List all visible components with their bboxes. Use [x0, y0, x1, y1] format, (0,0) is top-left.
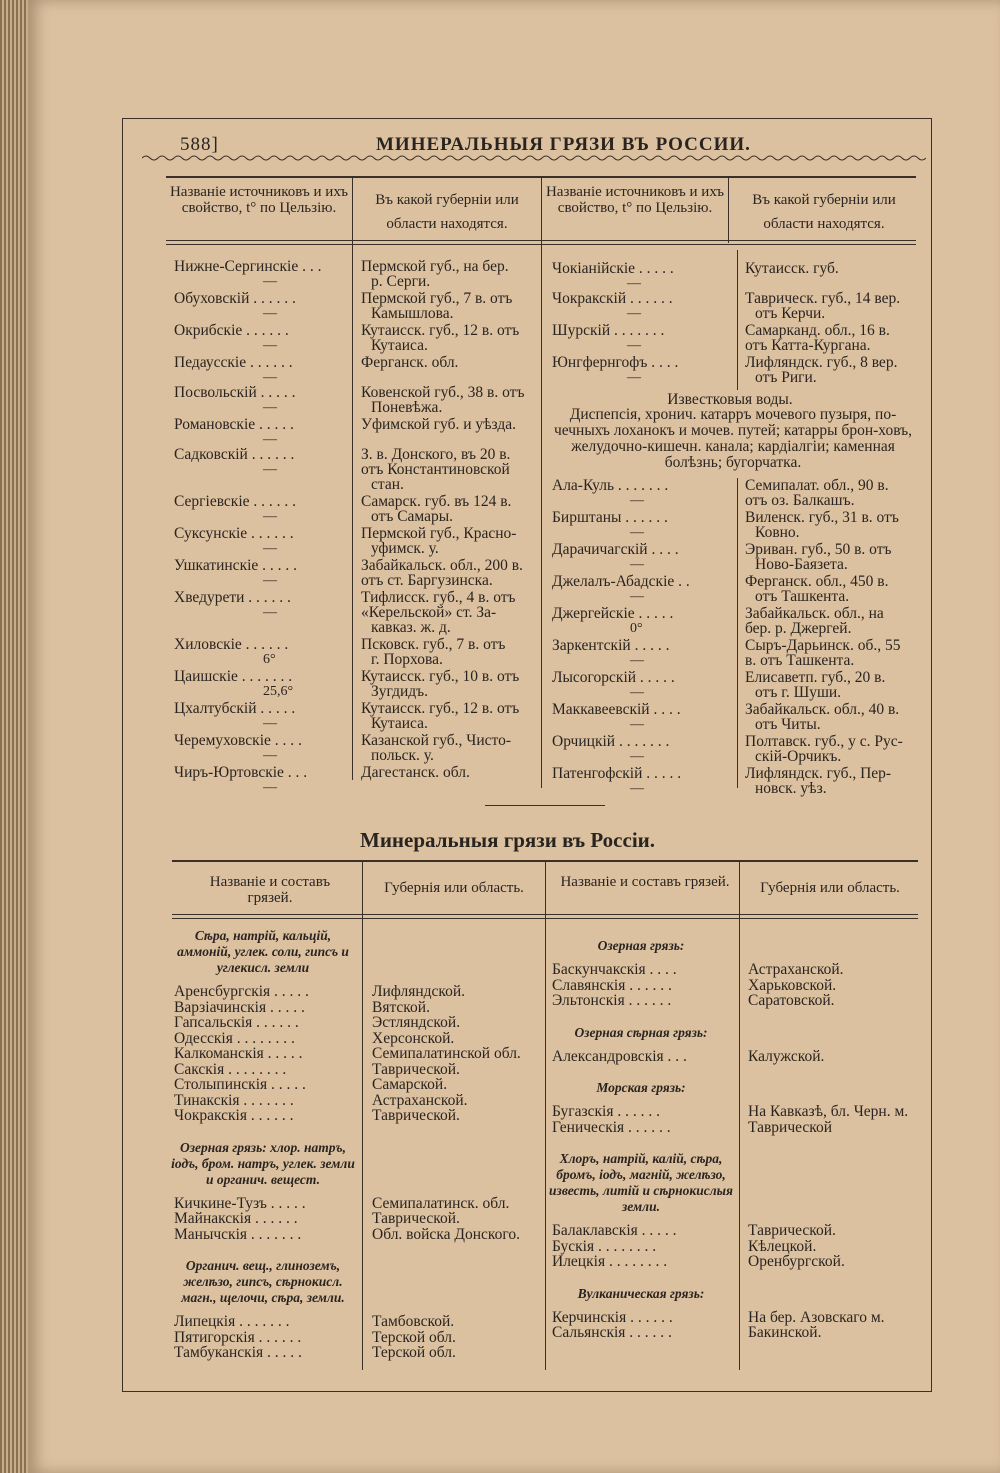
- mud-region: На бер. Азовскаго м.: [748, 1308, 885, 1326]
- mud-name: Аренсбургскія . . . . .: [174, 983, 309, 1000]
- source-temp: —: [263, 338, 277, 353]
- mud-region: Астраханской.: [372, 1091, 468, 1109]
- source-name: Чокракскій . . . . . .: [552, 290, 673, 307]
- source-location-line: Лифляндск. губ., 8 вер.: [745, 354, 898, 371]
- mud-name: Манычскія . . . . . . .: [174, 1225, 302, 1243]
- source-location-line: в. отъ Ташкента.: [745, 652, 855, 669]
- mud-name: Столыпинскія . . . . .: [174, 1076, 306, 1093]
- table1-vline-4: [737, 478, 738, 788]
- table1-col1-header: Названіе источниковъ и ихъ свойство, t° по Цельзію.: [169, 184, 349, 216]
- source-name: Юнгфернгофъ . . . .: [552, 354, 679, 371]
- mud-region: Бакинской.: [748, 1324, 822, 1341]
- mud-region: Таврической.: [372, 1210, 460, 1227]
- mud-name: Чокракскія . . . . . .: [174, 1107, 294, 1124]
- mud-region: Калужской.: [748, 1047, 825, 1065]
- source-location-line: Забайкальск. обл., 200 в.: [361, 557, 523, 574]
- section-divider: [485, 805, 605, 806]
- source-location-line: Лифляндск. губ., Пер-: [745, 765, 892, 782]
- source-name: Черемуховскіе . . . .: [174, 732, 302, 749]
- source-location-line: новск. уѣз.: [755, 780, 827, 797]
- source-location-line: отъ оз. Балкашъ.: [745, 492, 855, 509]
- source-location-line: отъ Константиновской: [361, 461, 510, 478]
- source-location-line: Забайкальск. обл., 40 в.: [745, 701, 900, 718]
- table1-vline-5: [737, 250, 738, 390]
- mud-region: Терской обл.: [372, 1328, 456, 1346]
- source-location-line: Казанской губ., Чисто-: [361, 732, 511, 749]
- source-location-line: Ново-Баязета.: [755, 556, 848, 573]
- mud-name: Керчинскія . . . . . .: [552, 1308, 673, 1326]
- source-location-line: Зугдидъ.: [371, 683, 429, 700]
- mud-name: Майнакскія . . . . . .: [174, 1210, 298, 1227]
- mud-region: Семипалатинской обл.: [372, 1045, 521, 1062]
- mud-name: Славянскія . . . . . .: [552, 976, 672, 994]
- source-temp: —: [263, 541, 277, 556]
- mud-name: Гапсальскія . . . . . .: [174, 1014, 299, 1031]
- source-temp: —: [263, 605, 277, 620]
- source-name: Посвольскій . . . . .: [174, 384, 296, 401]
- mud-name: Сальянскія . . . . . .: [552, 1324, 672, 1341]
- source-name: Суксунскіе . . . . . .: [174, 525, 294, 542]
- source-location-line: Ферганск. обл.: [361, 354, 459, 371]
- source-name: Нижне-Сергинскіе . . .: [174, 258, 322, 275]
- source-location-line: скій-Орчикъ.: [755, 748, 842, 765]
- mud-group-heading: Органич. вещ., глиноземъ, желѣзо, гипсъ, сѣрнокисл. магн., щелочи, сѣра, земли.: [181, 1258, 345, 1305]
- source-name: Цхалтубскій . . . . .: [174, 700, 296, 717]
- table2-col2-header: Губернія или область.: [384, 880, 524, 896]
- source-location-line: отъ Керчи.: [755, 305, 826, 322]
- source-location-line: г. Порхова.: [371, 651, 443, 668]
- mud-name: Балаклавскія . . . . .: [552, 1222, 677, 1239]
- mud-name: Сакскія . . . . . . . .: [174, 1060, 287, 1078]
- source-location-line: отъ Читы.: [755, 716, 821, 733]
- source-temp: —: [630, 493, 644, 508]
- source-name: Бирштаны . . . . . .: [552, 509, 668, 526]
- source-location-line: Пермской губ., 7 в. отъ: [361, 290, 513, 307]
- mud-region: Таврической.: [748, 1222, 836, 1239]
- source-location-line: Елисаветп. губ., 20 в.: [745, 669, 886, 686]
- table1-vline-3: [728, 178, 729, 243]
- source-location-line: Кутаисск. губ., 10 в. отъ: [361, 668, 520, 685]
- source-temp: —: [630, 749, 644, 764]
- table2-title: Минеральныя грязи въ Россіи.: [360, 828, 656, 852]
- source-temp: —: [630, 525, 644, 540]
- table1-col4-header: Въ какой губерніи или области находятся.: [752, 192, 896, 232]
- source-name: Маккавеевскій . . . .: [552, 701, 681, 718]
- source-temp: —: [630, 653, 644, 668]
- mud-name: Варзіачинскія . . . . .: [174, 998, 305, 1016]
- source-location-line: Кутаисск. губ., 12 в. отъ: [361, 322, 520, 339]
- source-location-line: Полтавск. губ., у с. Рус-: [745, 733, 903, 750]
- source-name: Педаусскіе . . . . . .: [174, 354, 293, 371]
- mud-region: На Кавказѣ, бл. Черн. м.: [748, 1103, 909, 1120]
- source-temp: —: [263, 306, 277, 321]
- source-temp: —: [627, 276, 641, 291]
- source-temp: —: [263, 748, 277, 763]
- source-location-line: Камышлова.: [371, 305, 454, 322]
- source-temp: —: [627, 338, 641, 353]
- source-name: Окрибскіе . . . . . .: [174, 322, 289, 339]
- source-name: Джергейскіе . . . . .: [552, 605, 674, 622]
- source-location-line: Таврическ. губ., 14 вер.: [745, 290, 901, 307]
- source-location-line: отъ Катта-Кургана.: [745, 337, 871, 354]
- mud-name: Илецкія . . . . . . . .: [552, 1253, 668, 1270]
- page-number: 588]: [180, 134, 219, 155]
- source-name: Чиръ-Юртовскіе . . .: [174, 764, 308, 781]
- source-name: Шурскій . . . . . . .: [552, 322, 665, 339]
- mud-group-heading: Озерная грязь:: [597, 938, 685, 953]
- source-temp: —: [627, 306, 641, 321]
- source-location-line: р. Серги.: [371, 273, 431, 290]
- mud-group-heading: Хлоръ, натрій, калій, сѣра, бромъ, іодъ, магній, желѣзо, известь, литій и сѣрнокислыя земли.: [549, 1151, 733, 1214]
- mud-name: Бугазскія . . . . . .: [552, 1103, 660, 1120]
- source-location-line: Ковно.: [755, 524, 800, 541]
- source-location-line: Эриван. губ., 50 в. отъ: [745, 541, 892, 558]
- source-temp: —: [263, 274, 277, 289]
- table2-col4-header: Губернія или область.: [760, 880, 900, 896]
- source-location-line: бер. р. Джергей.: [745, 620, 852, 637]
- table1-vline-2: [541, 178, 542, 788]
- source-temp: —: [263, 370, 277, 385]
- source-location-line: уфимск. у.: [371, 540, 439, 557]
- source-location-line: З. в. Донского, въ 20 в.: [361, 446, 511, 463]
- source-location-line: отъ Риги.: [755, 369, 817, 386]
- source-temp: —: [263, 509, 277, 524]
- mud-region: Таврической: [748, 1118, 833, 1136]
- source-name: Садковскій . . . . . .: [174, 446, 295, 463]
- mud-group-heading: Вулканическая грязь:: [577, 1285, 705, 1301]
- mud-name: Геническія . . . . . .: [552, 1118, 671, 1136]
- table1-col3-header: Названіе источниковъ и ихъ свойство, t° по Цельзію.: [545, 184, 725, 216]
- mud-name: Бускія . . . . . . . .: [552, 1237, 657, 1255]
- source-location-line: отъ г. Шуши.: [755, 684, 842, 701]
- source-temp: —: [630, 717, 644, 732]
- source-temp: —: [630, 557, 644, 572]
- mud-name: Баскунчакскія . . . .: [552, 961, 677, 978]
- source-name: Цаишскіе . . . . . . .: [174, 668, 293, 685]
- lime-waters-title: Известковыя воды.: [667, 391, 793, 408]
- source-name: Джелалъ-Абадскіе . .: [552, 573, 690, 590]
- mud-name: Тамбуканскія . . . . .: [174, 1344, 302, 1361]
- source-name: Ала-Куль . . . . . . .: [552, 477, 669, 494]
- mud-group-heading: Озерная сѣрная грязь:: [574, 1024, 708, 1040]
- mud-region: Кѣлецкой.: [748, 1237, 817, 1255]
- lime-waters-text: Диспепсія, хронич. катарръ мочевого пузыря, по-чечныхъ лоханокъ и мочев. путей; катарры брон-ховъ, желудочно-кишечн. канала; кардіалгіи; каменная болѣзнь; бугорчатка.: [553, 406, 913, 471]
- source-location-line: Поневѣжа.: [371, 399, 443, 416]
- source-location-line: Псковск. губ., 7 в. отъ: [361, 636, 506, 653]
- source-location-line: отъ ст. Баргузинска.: [361, 572, 493, 589]
- mud-group-heading: Озерная грязь: хлор. натръ, іодъ, бром. натръ, углек. земли и органич. вещест.: [171, 1139, 355, 1187]
- mud-region: Семипалатинск. обл.: [372, 1194, 510, 1212]
- source-temp: —: [630, 589, 644, 604]
- mud-name: Калкоманскія . . . . .: [174, 1045, 303, 1062]
- source-location-line: Ковенской губ., 38 в. отъ: [361, 384, 525, 401]
- source-name: Лысогорскій . . . . .: [552, 669, 675, 686]
- mud-region: Обл. войска Донского.: [372, 1225, 520, 1243]
- table1-col2-header: Въ какой губерніи или области находятся.: [375, 192, 519, 232]
- source-location-line: Кутаисск. губ., 12 в. отъ: [361, 700, 520, 717]
- mud-group-heading: Морская грязь:: [596, 1080, 686, 1095]
- source-location-line: Кутаиса.: [371, 337, 428, 354]
- source-location-line: Дагестанск. обл.: [361, 764, 470, 781]
- source-location-line: Сыръ-Дарьинск. об., 55: [745, 637, 901, 654]
- source-name: Хиловскіе . . . . . .: [174, 636, 289, 653]
- mud-region: Самарской.: [372, 1076, 448, 1093]
- source-name: Орчицкій . . . . . . .: [552, 733, 670, 750]
- mud-name: Эльтонскія . . . . . .: [552, 992, 672, 1009]
- source-temp: —: [263, 573, 277, 588]
- mud-name: Тинакскія . . . . . . .: [174, 1091, 294, 1109]
- table2-vline-1: [362, 862, 363, 1370]
- source-location-line: польск. у.: [371, 747, 434, 764]
- source-temp: 25,6°: [263, 684, 294, 699]
- source-name: Романовскіе . . . . .: [174, 416, 294, 433]
- mud-region: Терской обл.: [372, 1344, 456, 1361]
- mud-name: Одесскія . . . . . . . .: [174, 1029, 295, 1047]
- mud-name: Липецкія . . . . . . .: [174, 1313, 290, 1330]
- mud-region: Харьковской.: [748, 976, 837, 994]
- mud-region: Лифляндской.: [372, 983, 466, 1000]
- source-temp: —: [627, 370, 641, 385]
- source-location-line: Самарканд. обл., 16 в.: [745, 322, 890, 339]
- source-temp: 0°: [630, 621, 643, 636]
- table1-vline-1: [352, 178, 353, 780]
- source-temp: —: [263, 400, 277, 415]
- source-location-line: Семипалат. обл., 90 в.: [745, 477, 889, 494]
- mud-name: Кичкине-Тузъ . . . . .: [174, 1194, 306, 1212]
- source-location-line: Кутаисск. губ.: [745, 260, 839, 277]
- table2-vline-3: [739, 862, 740, 1370]
- mud-region: Вятской.: [372, 998, 430, 1016]
- table2-col3-header: Названіе и составъ грязей.: [560, 874, 730, 890]
- source-name: Ушкатинскіе . . . . .: [174, 557, 298, 574]
- source-name: Заркентскій . . . . .: [552, 637, 670, 654]
- mud-name: Пятигорскія . . . . . .: [174, 1328, 302, 1346]
- source-name: Патенгофскій . . . . .: [552, 765, 682, 782]
- source-location-line: кавказ. ж. д.: [371, 619, 451, 636]
- mud-group-heading: Сѣра, натрій, кальцій, аммоній, углек. соли, гипсъ и углекисл. земли: [177, 928, 349, 975]
- source-location-line: стан.: [371, 476, 404, 493]
- source-location-line: Пермской губ., Красно-: [361, 525, 517, 542]
- mud-name: Александровскія . . .: [552, 1047, 687, 1065]
- wavy-divider: [142, 152, 926, 164]
- mud-region: Саратовской.: [748, 992, 835, 1009]
- source-location-line: Самарск. губ. въ 124 в.: [361, 493, 512, 510]
- source-location-line: Пермской губ., на бер.: [361, 258, 509, 275]
- source-temp: —: [263, 432, 277, 447]
- source-location-line: отъ Самары.: [371, 508, 454, 525]
- source-location-line: Ферганск. обл., 450 в.: [745, 573, 889, 590]
- mud-region: Херсонской.: [372, 1029, 455, 1047]
- source-location-line: Уфимской губ. и уѣзда.: [361, 416, 517, 433]
- mud-region: Таврической.: [372, 1060, 460, 1078]
- source-location-line: Кутаиса.: [371, 715, 428, 732]
- source-name: Хведурети . . . . . .: [174, 589, 291, 606]
- mud-region: Эстляндской.: [372, 1014, 461, 1031]
- source-temp: —: [263, 462, 277, 477]
- mud-region: Астраханской.: [748, 961, 844, 978]
- source-name: Сергіевскіе . . . . . .: [174, 493, 297, 510]
- source-location-line: Виленск. губ., 31 в. отъ: [745, 509, 899, 526]
- source-name: Дарачичагскій . . . .: [552, 541, 679, 558]
- page-title: МИНЕРАЛЬНЫЯ ГРЯЗИ ВЪ РОССИИ.: [376, 134, 751, 155]
- source-temp: —: [630, 685, 644, 700]
- source-temp: —: [263, 780, 277, 795]
- mud-region: Тамбовской.: [372, 1313, 455, 1330]
- table2-col1-header: Названіе и составъ грязей.: [209, 874, 331, 906]
- source-name: Обуховскій . . . . . .: [174, 290, 296, 307]
- source-temp: —: [263, 716, 277, 731]
- source-location-line: Тифлисск. губ., 4 в. отъ: [361, 589, 516, 606]
- source-temp: 6°: [263, 652, 276, 667]
- source-location-line: «Керельской» ст. За-: [361, 604, 497, 621]
- source-location-line: Забайкальск. обл., на: [745, 605, 884, 622]
- source-temp: —: [630, 781, 644, 796]
- source-name: Чокіанійскіе . . . . .: [552, 260, 674, 277]
- mud-region: Оренбургской.: [748, 1253, 845, 1270]
- mud-region: Таврической.: [372, 1107, 460, 1124]
- source-location-line: отъ Ташкента.: [755, 588, 850, 605]
